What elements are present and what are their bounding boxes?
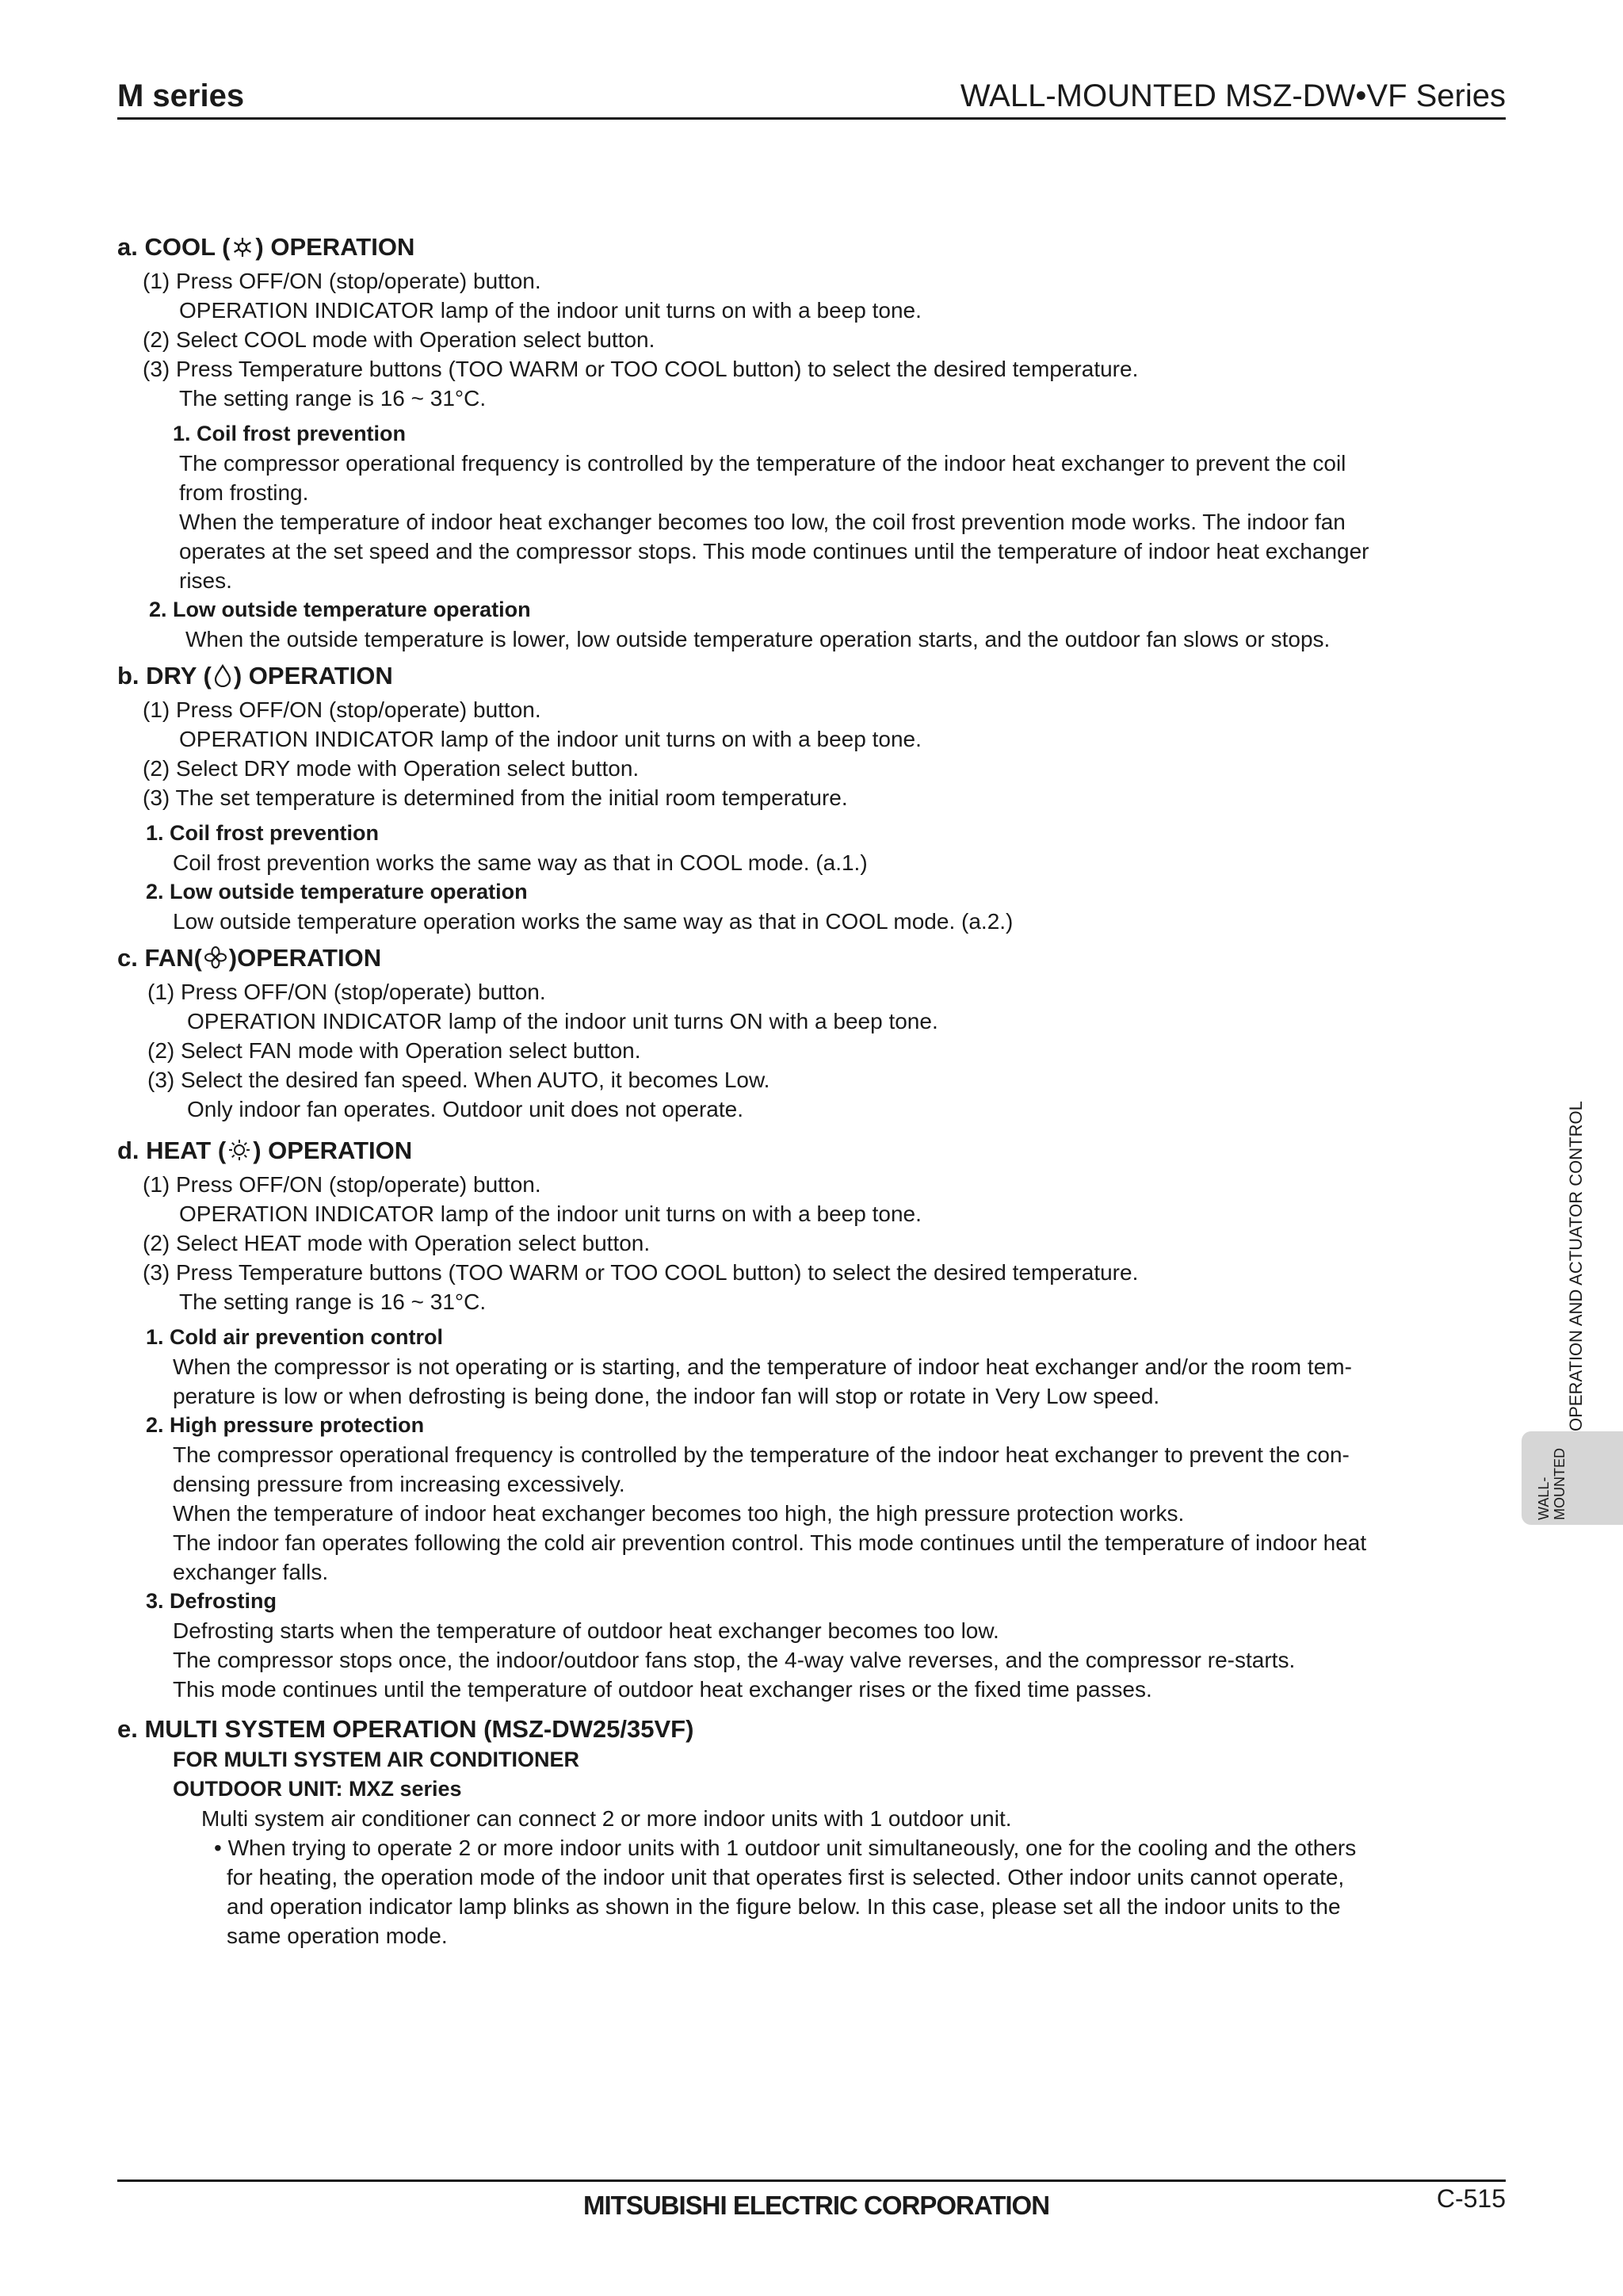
cool-protection-1-text: When the temperature of indoor heat exchanger becomes too low, the coil frost prevention mode works. The indoor fan (179, 510, 1346, 534)
footer-rule (117, 2179, 1506, 2182)
heat-step-3-note: The setting range is 16 ~ 31°C. (179, 1289, 487, 1314)
multi-subheading-1: FOR MULTI SYSTEM AIR CONDITIONER (173, 1748, 579, 1771)
dry-heading (117, 660, 1496, 695)
dry-step-1: (1) Press OFF/ON (stop/operate) button. (143, 697, 541, 722)
series-title: M series (117, 78, 245, 113)
fan-step-1: (1) Press OFF/ON (stop/operate) button. (147, 980, 546, 1004)
heat-protection-3-title: 3. Defrosting (146, 1589, 277, 1613)
model-title: WALL-MOUNTED MSZ-DW•VF Series (960, 78, 1506, 113)
fan-step-1-note: OPERATION INDICATOR lamp of the indoor unit turns ON with a beep tone. (187, 1009, 938, 1033)
heat-step-1-note: OPERATION INDICATOR lamp of the indoor unit turns on with a beep tone. (179, 1201, 922, 1226)
cool-protection-2-title: 2. Low outside temperature operation (149, 598, 531, 621)
cool-protection-2-text: When the outside temperature is lower, low outside temperature operation starts, and the outdoor fan slows or stops. (185, 627, 1331, 651)
multi-bullet-cont: and operation indicator lamp blinks as shown in the figure below. In this case, please set all the indoor units to the (227, 1894, 1341, 1919)
dry-step-3: (3) The set temperature is determined from the initial room temperature. (143, 785, 848, 810)
dry-protection-2-title: 2. Low outside temperature operation (146, 880, 528, 904)
fan-heading (117, 942, 1496, 977)
multi-text: Multi system air conditioner can connect 2 or more indoor units with 1 outdoor unit. (201, 1806, 1012, 1831)
dry-mode-icon (213, 663, 232, 695)
dry-protection-1-title: 1. Coil frost prevention (146, 821, 380, 845)
heat-protection-3-text: This mode continues until the temperature of outdoor heat exchanger rises or the fixed time passes. (173, 1677, 1152, 1702)
dry-protection-2-text: Low outside temperature operation works the same way as that in COOL mode. (a.2.) (173, 909, 1014, 934)
heat-heading-post: ) OPERATION (253, 1137, 413, 1164)
heat-mode-icon (227, 1138, 251, 1170)
heat-protection-2-text: The indoor fan operates following the cold air prevention control. This mode continues until the temperature of indoor heat (173, 1530, 1367, 1555)
multi-bullet: • When trying to operate 2 or more indoor units with 1 outdoor unit simultaneously, one for the cooling and the others (214, 1836, 1357, 1860)
heat-step-3: (3) Press Temperature buttons (TOO WARM or TOO COOL button) to select the desired temperature. (143, 1260, 1139, 1285)
section-tab-line-2: MOUNTED (1552, 1448, 1568, 1520)
heat-heading-pre: d. HEAT ( (117, 1137, 227, 1164)
cool-protection-1-title: 1. Coil frost prevention (173, 422, 407, 445)
heat-protection-2-title: 2. High pressure protection (146, 1413, 425, 1437)
section-tab-line-1: WALL- (1536, 1477, 1552, 1520)
cool-heading-pre: a. COOL ( (117, 233, 231, 261)
cool-protection-1-text: from frosting. (179, 480, 309, 505)
heat-protection-2-text: The compressor operational frequency is controlled by the temperature of the indoor heat exchanger to prevent the con- (173, 1442, 1350, 1467)
dry-step-1-note: OPERATION INDICATOR lamp of the indoor unit turns on with a beep tone. (179, 727, 922, 751)
cool-heading (117, 231, 1496, 266)
heat-protection-1-text: perature is low or when defrosting is being done, the indoor fan will stop or rotate in Very Low speed. (173, 1384, 1160, 1408)
cool-step-1: (1) Press OFF/ON (stop/operate) button. (143, 269, 541, 293)
heat-step-2: (2) Select HEAT mode with Operation select button. (143, 1231, 651, 1255)
cool-protection-1-text: The compressor operational frequency is controlled by the temperature of the indoor heat exchanger to prevent the coil (179, 451, 1346, 476)
heat-protection-2-text: When the temperature of indoor heat exchanger becomes too high, the high pressure protection works. (173, 1501, 1185, 1526)
section-tab-label (1536, 1448, 1568, 1520)
cool-step-3-note: The setting range is 16 ~ 31°C. (179, 386, 487, 411)
cool-heading-post: ) OPERATION (255, 233, 415, 261)
document-body (117, 225, 1496, 1950)
fan-mode-icon (204, 946, 227, 977)
page-number: C-515 (1436, 2184, 1506, 2213)
multi-subheading-2: OUTDOOR UNIT: MXZ series (173, 1777, 462, 1801)
heat-protection-1-text: When the compressor is not operating or is starting, and the temperature of indoor heat exchanger and/or the room tem- (173, 1354, 1352, 1379)
dry-heading-pre: b. DRY ( (117, 662, 212, 690)
heat-step-1: (1) Press OFF/ON (stop/operate) button. (143, 1172, 541, 1197)
heat-protection-2-text: exchanger falls. (173, 1560, 329, 1584)
fan-step-2: (2) Select FAN mode with Operation select button. (147, 1038, 641, 1063)
fan-step-3: (3) Select the desired fan speed. When AUTO, it becomes Low. (147, 1068, 770, 1092)
fan-heading-post: )OPERATION (228, 944, 382, 972)
multi-heading: e. MULTI SYSTEM OPERATION (MSZ-DW25/35VF) (117, 1715, 694, 1743)
heat-protection-2-text: densing pressure from increasing excessively. (173, 1472, 625, 1496)
fan-heading-pre: c. FAN( (117, 944, 202, 972)
heat-heading (117, 1135, 1496, 1170)
dry-step-2: (2) Select DRY mode with Operation select button. (143, 756, 640, 781)
heat-protection-3-text: Defrosting starts when the temperature of outdoor heat exchanger becomes too low. (173, 1618, 999, 1643)
dry-protection-1-text: Coil frost prevention works the same way as that in COOL mode. (a.1.) (173, 850, 868, 875)
multi-bullet-cont: same operation mode. (227, 1924, 448, 1948)
dry-heading-post: ) OPERATION (233, 662, 393, 690)
cool-step-2: (2) Select COOL mode with Operation select button. (143, 327, 655, 352)
heat-protection-1-title: 1. Cold air prevention control (146, 1325, 444, 1349)
fan-step-3-note: Only indoor fan operates. Outdoor unit does not operate. (187, 1097, 744, 1121)
cool-mode-icon (231, 235, 254, 266)
heat-protection-3-text: The compressor stops once, the indoor/outdoor fans stop, the 4-way valve reverses, and the compressor re-starts. (173, 1648, 1296, 1672)
multi-bullet-cont: for heating, the operation mode of the indoor unit that operates first is selected. Other indoor units cannot operate, (227, 1865, 1345, 1889)
section-side-label: OPERATION AND ACTUATOR CONTROL (1566, 1101, 1586, 1431)
cool-step-1-note: OPERATION INDICATOR lamp of the indoor unit turns on with a beep tone. (179, 298, 922, 323)
company-name: MITSUBISHI ELECTRIC CORPORATION (583, 2191, 1050, 2220)
page-header (117, 73, 1506, 120)
cool-protection-1-text: operates at the set speed and the compressor stops. This mode continues until the temperature of indoor heat exchanger (179, 539, 1369, 563)
cool-step-3: (3) Press Temperature buttons (TOO WARM or TOO COOL button) to select the desired temperature. (143, 357, 1139, 381)
cool-protection-1-text: rises. (179, 568, 232, 593)
